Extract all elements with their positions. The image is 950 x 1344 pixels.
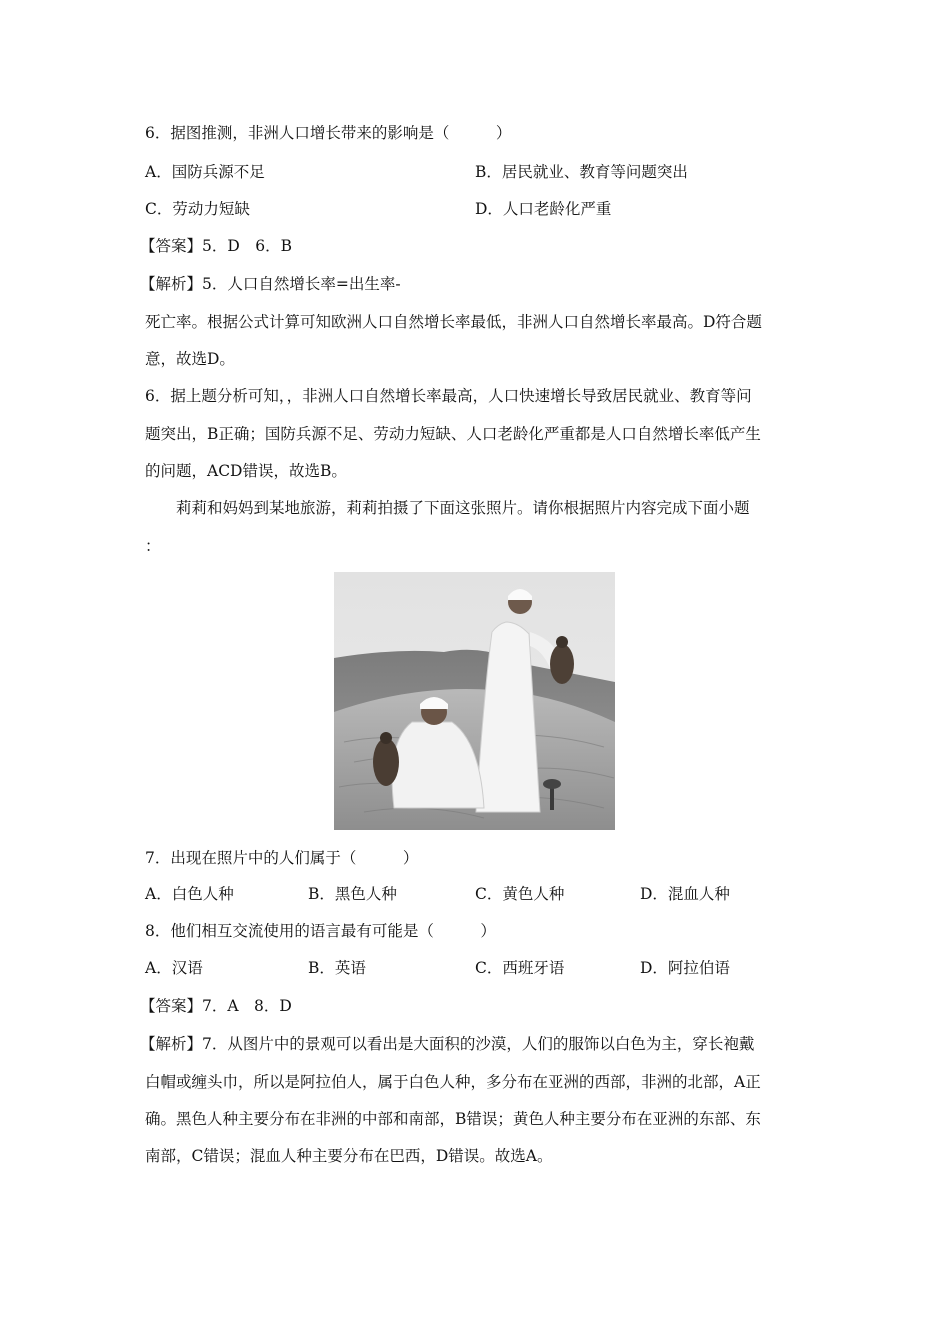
question-8-option-b: B．英语 xyxy=(308,959,366,977)
question-7-option-d: D．混血人种 xyxy=(640,885,730,903)
analysis-5-line-2: 死亡率。根据公式计算可知欧洲人口自然增长率最低，非洲人口自然增长率最高。D符合题 xyxy=(145,313,762,331)
question-6-option-d: D．人口老龄化严重 xyxy=(475,200,612,218)
question-8-option-a: A．汉语 xyxy=(145,959,203,977)
question-6-option-b: B．居民就业、教育等问题突出 xyxy=(475,163,688,181)
scenario-intro: 莉莉和妈妈到某地旅游，莉莉拍摄了下面这张照片。请你根据照片内容完成下面小题 xyxy=(176,499,750,517)
question-8-option-c: C．西班牙语 xyxy=(475,959,565,977)
analysis-5-line-3: 意，故选D。 xyxy=(145,350,235,368)
desert-falconers-photo xyxy=(334,572,615,830)
question-7-option-b: B．黑色人种 xyxy=(308,885,397,903)
question-7-option-a: A．白色人种 xyxy=(145,885,234,903)
question-8-stem: 8．他们相互交流使用的语言最有可能是（ ） xyxy=(145,922,496,940)
analysis-6-line-1: 6．据上题分析可知，，非洲人口自然增长率最高，人口快速增长导致居民就业、教育等问 xyxy=(145,387,752,405)
analysis-7-line-3: 确。黑色人种主要分布在非洲的中部和南部，B错误；黄色人种主要分布在亚洲的东部、东 xyxy=(145,1110,761,1128)
analysis-6-line-3: 的问题，ACD错误，故选B。 xyxy=(145,462,347,480)
analysis-7-line-1: 【解析】7．从图片中的景观可以看出是大面积的沙漠，人们的服饰以白色为主，穿长袍戴 xyxy=(140,1035,755,1053)
scenario-intro-colon: ： xyxy=(145,537,161,555)
question-6-option-a: A．国防兵源不足 xyxy=(145,163,265,181)
question-6-stem: 6．据图推测，非洲人口增长带来的影响是（ ） xyxy=(145,124,512,142)
analysis-7-line-2: 白帽或缠头巾，所以是阿拉伯人，属于白色人种，多分布在亚洲的西部，非洲的北部，A正 xyxy=(145,1073,761,1091)
question-7-stem: 7．出现在照片中的人们属于（ ） xyxy=(145,849,419,867)
question-8-option-d: D．阿拉伯语 xyxy=(640,959,730,977)
analysis-6-line-2: 题突出，B正确；国防兵源不足、劳动力短缺、人口老龄化严重都是人口自然增长率低产生 xyxy=(145,425,761,443)
question-6-option-c: C．劳动力短缺 xyxy=(145,200,250,218)
answer-5-6: 【答案】5．D 6．B xyxy=(140,237,293,255)
analysis-5-line-1: 【解析】5．人口自然增长率=出生率- xyxy=(140,275,401,293)
question-7-option-c: C．黄色人种 xyxy=(475,885,565,903)
answer-7-8: 【答案】7．A 8．D xyxy=(140,997,292,1015)
analysis-7-line-4: 南部，C错误；混血人种主要分布在巴西，D错误。故选A。 xyxy=(145,1147,553,1165)
